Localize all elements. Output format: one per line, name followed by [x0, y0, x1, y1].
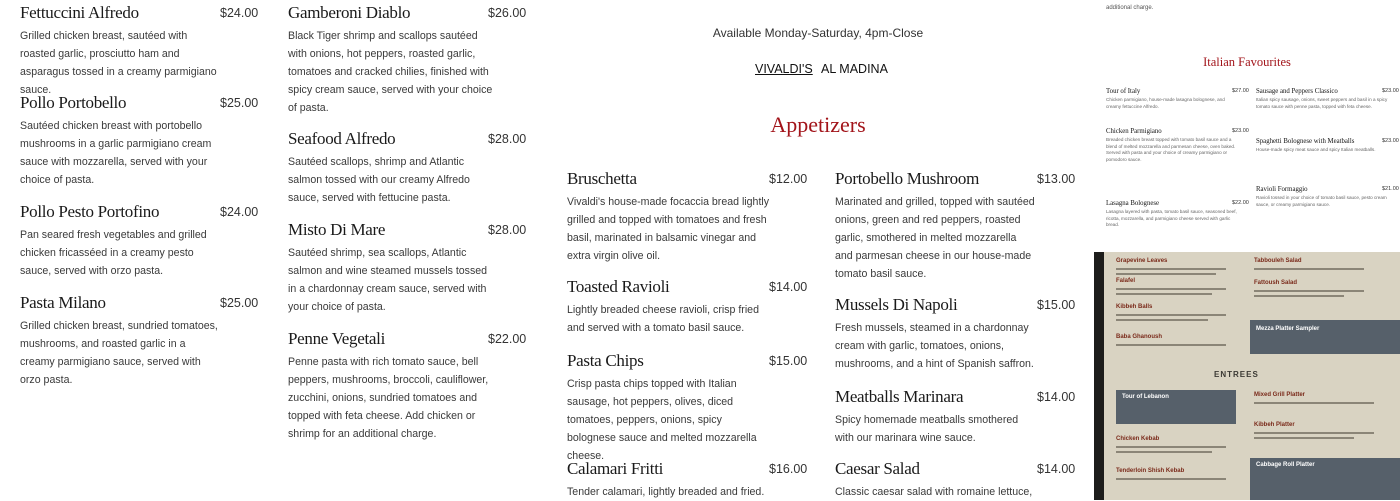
text-line — [1254, 268, 1364, 270]
entrees-heading: ENTREES — [1214, 370, 1259, 379]
item-description: Fresh mussels, steamed in a chardonnay cream with garlic, tomatoes, onions, mushrooms, and a hint of Spanish saffron. — [835, 322, 1034, 370]
location-link-vivaldis[interactable]: VIVALDI'S — [755, 62, 813, 76]
item-description: Penne pasta with rich tomato sauce, bell peppers, mushrooms, broccoli, cauliflower, zucchini, onions, sundried tomatoes and topped with feta cheese. Add chicken or shrimp for an additional charge. — [288, 356, 489, 440]
text-line — [1116, 268, 1226, 270]
thumb-item-price: $27.00 — [1232, 88, 1249, 94]
item-price: $12.00 — [769, 172, 808, 186]
location-link-al-madina[interactable]: AL MADINA — [821, 62, 888, 76]
item-description: Tender calamari, lightly breaded and fried. — [567, 486, 765, 498]
item-name: Meatballs Marinara — [835, 387, 964, 406]
menu-item — [288, 128, 527, 207]
menu-item — [20, 2, 259, 99]
text-line — [1116, 319, 1208, 321]
item-price: $22.00 — [488, 332, 527, 346]
thumb-item — [1256, 186, 1399, 208]
item-price: $15.00 — [769, 354, 808, 368]
thumb-item-price: $23.00 — [1382, 88, 1399, 94]
item-description: Crisp pasta chips topped with Italian sausage, hot peppers, olives, diced tomatoes, peppers, onions, spicy bolognese sauce and melted mozzarella cheese. — [567, 378, 757, 462]
menu-item — [567, 458, 808, 501]
thumb-item-price: $23.00 — [1232, 128, 1249, 134]
text-line — [1116, 446, 1226, 448]
item-price: $25.00 — [220, 296, 259, 310]
thumb-item-name: Chicken Parmigiano — [1106, 128, 1162, 135]
availability-text: Available Monday-Saturday, 4pm-Close — [712, 26, 924, 40]
menu-item — [835, 168, 1076, 283]
mezza-platter-box — [1250, 320, 1400, 354]
photo-item-label: Kibbeh Balls — [1116, 304, 1153, 310]
thumb-item — [1256, 88, 1399, 110]
menu-thumbnail-italian[interactable] — [1094, 0, 1400, 250]
text-line — [1116, 344, 1226, 346]
item-name: Pasta Chips — [567, 351, 644, 370]
menu-item — [567, 168, 808, 265]
menu-item — [20, 201, 259, 280]
item-price: $14.00 — [769, 280, 808, 294]
text-line — [1254, 290, 1364, 292]
photo-item-label: Cabbage Roll Platter — [1256, 462, 1315, 468]
photo-item-label: Fattoush Salad — [1254, 280, 1298, 286]
menu-item — [20, 292, 259, 389]
thumb-item-name: Lasagna Bolognese — [1106, 200, 1160, 207]
menu-item — [288, 219, 527, 316]
photo-item-label: Mixed Grill Platter — [1254, 392, 1306, 398]
text-line — [1116, 478, 1226, 480]
thumb-item-name: Spaghetti Bolognese with Meatballs — [1256, 138, 1355, 145]
photo-item-label: Chicken Kebab — [1116, 436, 1160, 442]
item-name: Fettuccini Alfredo — [20, 3, 139, 22]
menu-item — [835, 458, 1076, 501]
item-price: $14.00 — [1037, 390, 1076, 404]
item-description: Sautéed scallops, shrimp and Atlantic salmon tossed with our creamy Alfredo sauce, served with fettucine pasta. — [288, 156, 470, 204]
menu-item — [835, 386, 1076, 447]
text-line — [1254, 432, 1374, 434]
thumbnail-fragment-text: additional charge. — [1106, 5, 1154, 11]
item-price: $28.00 — [488, 132, 527, 146]
photo-item-label: Tour of Lebanon — [1122, 394, 1169, 400]
item-description: Pan seared fresh vegetables and grilled chicken fricasséed in a creamy pesto sauce, served with orzo pasta. — [20, 229, 207, 277]
photo-item-label: Tenderloin Shish Kebab — [1116, 468, 1185, 474]
text-line — [1254, 295, 1344, 297]
item-name: Portobello Mushroom — [835, 169, 979, 188]
thumb-item-name: Tour of Italy — [1106, 88, 1141, 95]
item-price: $25.00 — [220, 96, 259, 110]
thumb-item — [1106, 88, 1249, 110]
item-name: Calamari Fritti — [567, 459, 664, 478]
thumb-item — [1256, 138, 1399, 154]
item-description: Sautéed shrimp, sea scallops, Atlantic salmon and wine steamed mussels tossed in a chardonnay cream sauce, served with your choice of pasta. — [288, 247, 488, 313]
item-description: Black Tiger shrimp and scallops sautéed with onions, hot peppers, roasted garlic, tomatoes and cracked chilies, finished with spicy cream sauce, served with your choice of pasta. — [288, 30, 493, 114]
menu-item — [835, 294, 1076, 373]
thumb-item-desc: Lasagna layered with pasta, tomato basil sauce, seasoned beef, ricotta, mozzarella, and parmigiano cheese served with garlic bread. — [1106, 209, 1237, 227]
item-price: $26.00 — [488, 6, 527, 20]
item-description: Grilled chicken breast, sautéed with roasted garlic, prosciutto ham and asparagus tossed in a creamy parmigiano sauce. — [20, 30, 217, 96]
item-description: Sautéed chicken breast with portobello mushrooms in a garlic parmigiano cream sauce with mozzarella, served with your choice of pasta. — [20, 120, 212, 186]
thumb-item-desc: Chicken parmigiano, house-made lasagna bolognese, and creamy fettuccine Alfredo. — [1106, 97, 1225, 109]
thumb-item-desc: House-made spicy meat sauce and spicy Italian meatballs. — [1256, 147, 1376, 152]
page-title-fragment — [660, 0, 980, 2]
menu-item — [288, 328, 527, 443]
item-name: Caesar Salad — [835, 459, 920, 478]
photo-item-label: Grapevine Leaves — [1116, 258, 1168, 264]
item-price: $24.00 — [220, 205, 259, 219]
item-name: Misto Di Mare — [288, 220, 386, 239]
item-name: Pollo Portobello — [20, 93, 127, 112]
thumb-item-name: Sausage and Peppers Classico — [1256, 88, 1338, 95]
item-description: Vivaldi's house-made focaccia bread lightly grilled and topped with tomatoes and fresh basil, marinated in balsamic vinegar and extra virgin olive oil. — [567, 196, 770, 262]
thumb-item-desc: Ravioli tossed in your choice of tomato basil sauce, pesto cream sauce, or creamy parmigiano sauce. — [1256, 195, 1387, 207]
item-name: Mussels Di Napoli — [835, 295, 958, 314]
item-description: Lightly breaded cheese ravioli, crisp fried and served with a tomato basil sauce. — [567, 304, 759, 334]
text-line — [1116, 293, 1212, 295]
cabbage-roll-box — [1250, 458, 1400, 500]
item-price: $13.00 — [1037, 172, 1076, 186]
thumb-item-price: $21.00 — [1382, 186, 1399, 192]
thumb-item-desc: Breaded chicken breast topped with tomato basil sauce and a blend of melted mozzarella and parmesan cheese, oven baked. Served with pasta and your choice of creamy parmigiano or pomodoro sauce. — [1106, 137, 1236, 162]
item-name: Gamberoni Diablo — [288, 3, 411, 22]
section-title-appetizers: Appetizers — [770, 112, 866, 137]
thumb-item-name: Ravioli Formaggio — [1256, 186, 1308, 193]
text-line — [1116, 451, 1212, 453]
item-name: Pollo Pesto Portofino — [20, 202, 160, 221]
item-description: Spicy homemade meatballs smothered with our marinara wine sauce. — [835, 414, 1019, 444]
text-line — [1254, 437, 1354, 439]
thumb-item-price: $22.00 — [1232, 200, 1249, 206]
italian-favourites-title: Italian Favourites — [1203, 55, 1291, 69]
item-price: $28.00 — [488, 223, 527, 237]
menu-item — [20, 92, 259, 189]
item-price: $16.00 — [769, 462, 808, 476]
text-line — [1116, 273, 1216, 275]
item-description: Marinated and grilled, topped with sautéed onions, green and red peppers, roasted garlic, smothered in melted mozzarella and parmesan cheese in our house-made tomato basil sauce. — [835, 196, 1035, 280]
tour-of-lebanon-box — [1116, 390, 1236, 424]
menu-item — [288, 2, 527, 117]
menu-photo-al-madina[interactable] — [1094, 252, 1400, 500]
text-line — [1116, 288, 1226, 290]
photo-item-label: Baba Ghanoush — [1116, 334, 1163, 340]
item-price: $15.00 — [1037, 298, 1076, 312]
thumb-item-desc: Italian spicy sausage, onions, sweet peppers and basil in a spicy tomato sauce with penne pasta, topped with feta cheese. — [1256, 97, 1388, 109]
thumb-item — [1106, 128, 1249, 163]
text-line — [1254, 402, 1374, 404]
item-name: Penne Vegetali — [288, 329, 385, 348]
photo-item-label: Kibbeh Platter — [1254, 422, 1295, 428]
text-line — [1116, 314, 1226, 316]
item-price: $14.00 — [1037, 462, 1076, 476]
thumb-item-price: $23.00 — [1382, 138, 1399, 144]
item-description: Classic caesar salad with romaine lettuce, — [835, 486, 1033, 498]
photo-item-label: Mezza Platter Sampler — [1256, 326, 1320, 332]
thumb-item — [1106, 200, 1249, 229]
menu-item — [567, 276, 808, 337]
item-name: Pasta Milano — [20, 293, 106, 312]
photo-item-label: Tabbouleh Salad — [1254, 258, 1302, 264]
menu-item — [567, 350, 808, 465]
item-description: Grilled chicken breast, sundried tomatoes, mushrooms, and roasted garlic in a creamy parmigiano sauce, served with orzo pasta. — [20, 320, 218, 386]
item-name: Seafood Alfredo — [288, 129, 396, 148]
item-name: Toasted Ravioli — [567, 277, 670, 296]
item-name: Bruschetta — [567, 169, 637, 188]
menu-paper — [1104, 252, 1400, 500]
item-price: $24.00 — [220, 6, 259, 20]
photo-item-label: Falafel — [1116, 278, 1136, 284]
